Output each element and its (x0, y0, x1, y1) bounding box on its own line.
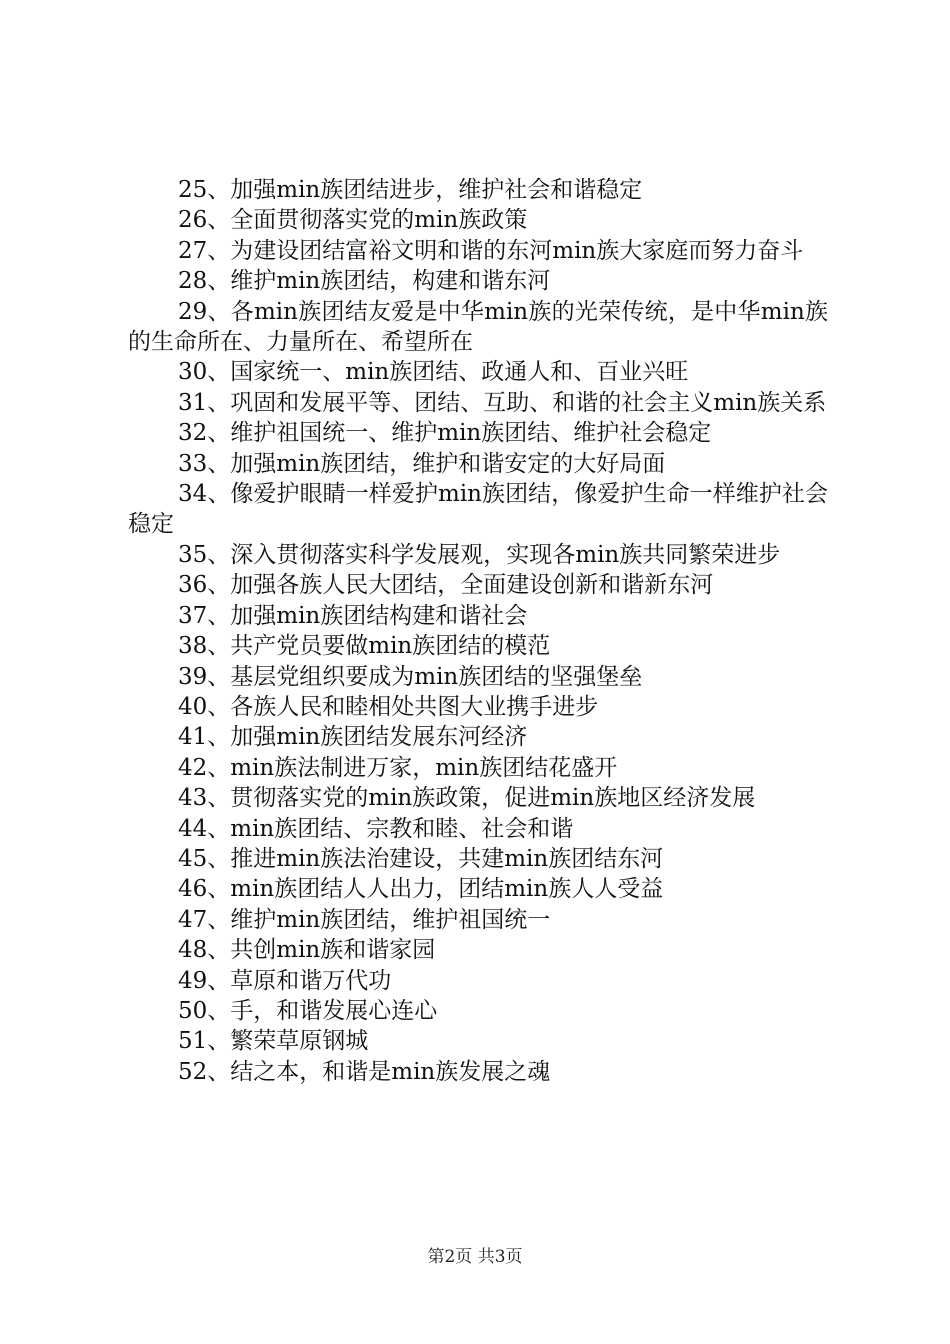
list-item: 49、草原和谐万代功 (178, 967, 392, 994)
list-item: 35、深入贯彻落实科学发展观，实现各min族共同繁荣进步 (178, 541, 781, 568)
list-item: 44、min族团结、宗教和睦、社会和谐 (178, 815, 574, 842)
list-item: 36、加强各族人民大团结，全面建设创新和谐新东河 (178, 572, 714, 599)
list-item: 51、繁荣草原钢城 (178, 1028, 369, 1055)
list-item: 48、共创min族和谐家园 (178, 937, 436, 964)
list-item: 52、结之本，和谐是min族发展之魂 (178, 1058, 551, 1085)
list-item: 46、min族团结人人出力，团结min族人人受益 (178, 876, 664, 903)
list-item: 33、加强min族团结，维护和谐安定的大好局面 (178, 450, 666, 477)
slogan-list (128, 175, 828, 1087)
list-item: 32、维护祖国统一、维护min族团结、维护社会稳定 (178, 420, 712, 447)
list-item: 30、国家统一、min族团结、政通人和、百业兴旺 (178, 359, 689, 386)
list-item: 37、加强min族团结构建和谐社会 (178, 602, 528, 629)
list-item: 42、min族法制进万家，min族团结花盛开 (178, 754, 618, 781)
list-item: 43、贯彻落实党的min族政策，促进min族地区经济发展 (178, 785, 756, 812)
list-item: 29、各min族团结友爱是中华min族的光荣传统，是中华min族的生命所在、力量所在、希望所在 (128, 298, 828, 356)
list-item: 45、推进min族法治建设，共建min族团结东河 (178, 845, 664, 872)
list-item: 34、像爱护眼睛一样爱护min族团结，像爱护生命一样维护社会稳定 (128, 481, 828, 538)
list-item: 41、加强min族团结发展东河经济 (178, 724, 528, 751)
list-item: 39、基层党组织要成为min族团结的坚强堡垒 (178, 663, 643, 690)
list-item: 28、维护min族团结，构建和谐东河 (178, 268, 551, 295)
list-item: 27、为建设团结富裕文明和谐的东河min族大家庭而努力奋斗 (178, 237, 804, 264)
page-number-footer: 第2页 共3页 (427, 1247, 523, 1267)
list-item: 25、加强min族团结进步，维护社会和谐稳定 (178, 177, 643, 203)
list-item: 31、巩固和发展平等、团结、互助、和谐的社会主义min族关系 (178, 389, 827, 416)
list-item: 40、各族人民和睦相处共图大业携手进步 (178, 693, 599, 720)
list-item: 26、全面贯彻落实党的min族政策 (178, 207, 528, 234)
list-item: 50、手，和谐发展心连心 (178, 997, 438, 1024)
list-item: 47、维护min族团结，维护祖国统一 (178, 906, 551, 933)
list-item: 38、共产党员要做min族团结的模范 (178, 633, 551, 660)
